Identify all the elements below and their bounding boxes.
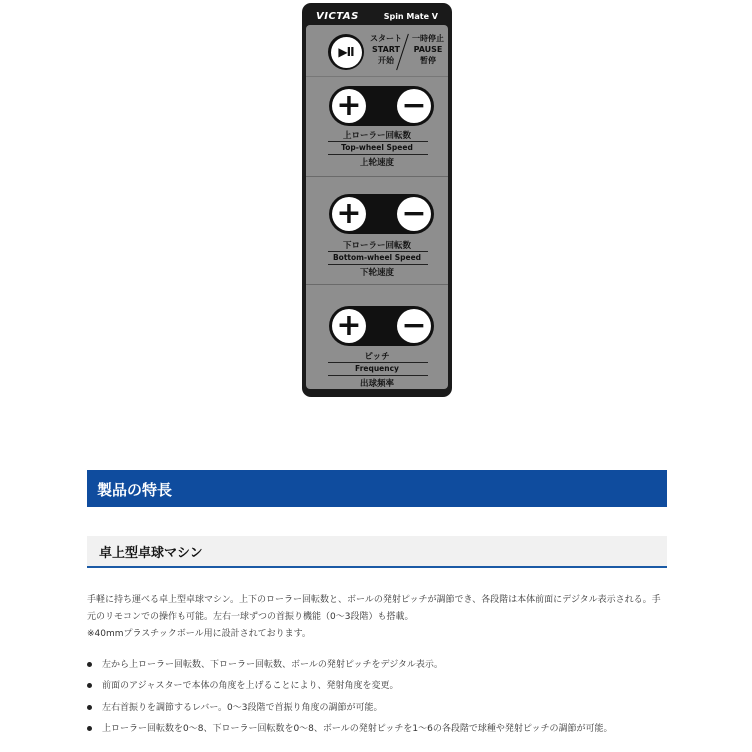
bottom-wheel-control [329,194,434,234]
bottom-wheel-label-cn: 下轮速度 [359,268,394,278]
label-divider [328,264,428,265]
play-pause-panel [306,25,448,77]
bullet-icon [87,726,92,731]
frequency-label-cn: 出球频率 [359,379,394,389]
top-wheel-label-en: Top-wheel Speed [341,143,413,152]
top-wheel-plus-button[interactable]: + [332,89,366,123]
remote-control [302,3,452,397]
top-wheel-label-jp: 上ローラー回転数 [342,131,411,141]
bottom-wheel-label-en: Bottom-wheel Speed [332,253,422,262]
bullet-icon [87,683,92,688]
top-wheel-minus-button[interactable]: − [397,89,431,123]
product-description [87,592,671,643]
bottom-wheel-panel [306,177,448,285]
frequency-panel [306,285,448,389]
frequency-control [329,306,434,346]
section-title: 製品の特長 [97,481,173,499]
bottom-wheel-plus-button[interactable]: + [332,197,366,231]
section-header [87,470,667,507]
product-subheader [87,536,667,568]
list-item: 左から上ローラー回転数、下ローラー回転数、ボールの発射ピッチをデジタル表示。 [87,657,677,678]
remote-header [302,3,452,25]
brand-logo: VICTAS [316,11,359,22]
label-divider [328,251,428,252]
product-subtitle: 卓上型卓球マシン [99,546,203,561]
frequency-minus-button[interactable]: − [397,309,431,343]
description-line: 元のリモコンでの操作も可能。左右一球ずつの首振り機能（0〜3段階）も搭載。 [87,612,414,622]
description-line: 手軽に持ち運べる卓上型卓球マシン。上下のローラー回転数と、ボールの発射ピッチが調節でき、各段階は本体前面にデジタル表示される。手 [87,595,661,605]
play-pause-icon: ▶II [331,37,362,68]
top-wheel-control [329,86,434,126]
pause-label: 一時停止 PAUSE 暂停 [412,34,444,65]
label-divider [328,141,428,142]
model-name: Spin Mate V [383,12,438,21]
bottom-wheel-label-jp: 下ローラー回転数 [342,241,411,251]
label-divider [328,375,428,376]
label-divider [328,154,428,155]
frequency-plus-button[interactable]: + [332,309,366,343]
frequency-label-en: Frequency [355,364,399,373]
label-divider [328,362,428,363]
top-wheel-label-cn: 上轮速度 [359,158,394,168]
list-item: 前面のアジャスターで本体の角度を上げることにより、発射角度を変更。 [87,678,677,699]
bullet-icon [87,662,92,667]
bottom-wheel-minus-button[interactable]: − [397,197,431,231]
start-label: スタート START 开始 [370,34,402,65]
top-wheel-panel [306,77,448,177]
bullet-icon [87,705,92,710]
feature-list [87,657,677,742]
frequency-label-jp: ピッチ [364,352,390,362]
description-note: ※40mmプラスチックボール用に設計されております。 [87,629,311,639]
play-pause-button[interactable] [328,34,364,70]
list-item: 上ローラー回転数を0〜8、下ローラー回転数を0〜8、ボールの発射ピッチを1〜6の各段階で球種や発射ピッチの調節が可能。 [87,721,677,742]
list-item: 左右首振りを調節するレバー。0〜3段階で首振り角度の調節が可能。 [87,700,677,721]
